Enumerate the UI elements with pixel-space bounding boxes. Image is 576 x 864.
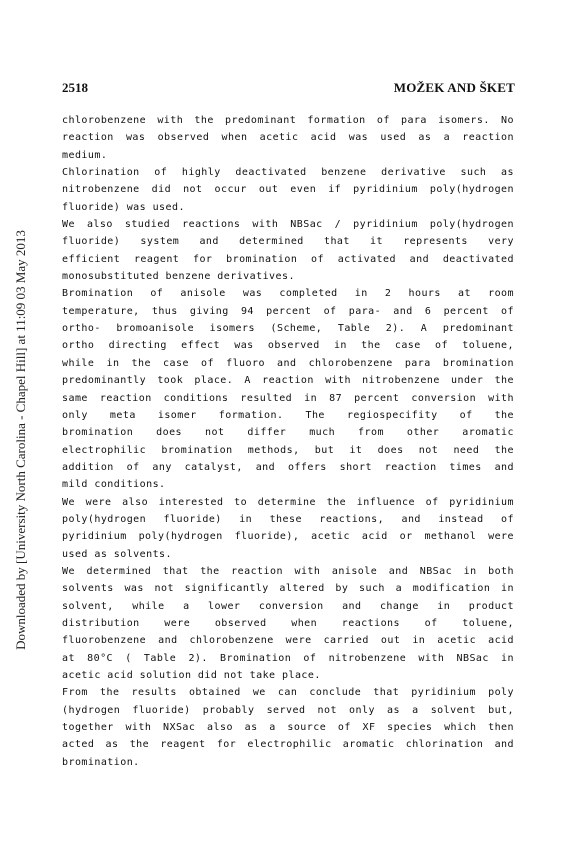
text-line: solvents was not significantly altered by such a modification in	[62, 583, 514, 595]
text-line: pyridinium poly(hydrogen fluoride), acetic acid or methanol were	[62, 531, 514, 543]
paragraph	[62, 684, 514, 771]
text-line: at 80°C ( Table 2). Bromination of nitrobenzene with NBSac in	[62, 652, 514, 664]
text-line: (hydrogen fluoride) probably served not only as a solvent but,	[62, 704, 514, 716]
text-line: addition of any catalyst, and offers short reaction times and	[62, 461, 514, 473]
text-line: We also studied reactions with NBSac / pyridinium poly(hydrogen	[62, 219, 514, 231]
text-line: predominantly took place. A reaction with nitrobenzene under the	[62, 375, 514, 387]
text-line: fluorobenzene and chlorobenzene were carried out in acetic acid	[62, 635, 514, 647]
text-line: poly(hydrogen fluoride) in these reactions, and instead of	[62, 513, 514, 525]
text-line: same reaction conditions resulted in 87 percent conversion with	[62, 392, 514, 404]
running-head: MOŽEK AND ŠKET	[393, 80, 515, 95]
text-line: mild conditions.	[62, 479, 166, 491]
page-header	[62, 80, 515, 100]
text-line: fluoride) system and determined that it represents very	[62, 236, 514, 248]
text-line: bromination.	[62, 756, 140, 768]
text-line: solvent, while a lower conversion and change in product	[62, 600, 514, 612]
paragraph	[62, 216, 514, 285]
download-watermark-text: Downloaded by [University North Carolina - Chapel Hill] at 11:09 03 May 2013	[13, 230, 28, 650]
text-line: only meta isomer formation. The regiospecifity of the	[62, 409, 514, 421]
text-line: medium.	[62, 149, 108, 161]
paragraph	[62, 563, 514, 684]
text-line: efficient reagent for bromination of activated and deactivated	[62, 253, 514, 265]
text-line: temperature, thus giving 94 percent of para- and 6 percent of	[62, 305, 514, 317]
text-line: monosubstituted benzene derivatives.	[62, 271, 295, 283]
text-line: chlorobenzene with the predominant formation of para isomers. No	[62, 115, 514, 126]
text-line: distribution were observed when reactions of toluene,	[62, 617, 514, 629]
download-watermark	[0, 0, 40, 864]
page-number: 2518	[62, 80, 88, 95]
text-line: ortho- bromoanisole isomers (Scheme, Table 2). A predominant	[62, 323, 514, 335]
text-line: Chlorination of highly deactivated benzene derivative such as	[62, 167, 514, 179]
text-line: Bromination of anisole was completed in 2 hours at room	[62, 288, 514, 300]
text-line: together with NXSac also as a source of XF species which then	[62, 722, 514, 734]
text-line: while in the case of fluoro and chlorobenzene para bromination	[62, 357, 514, 369]
text-line: ortho directing effect was observed in the case of toluene,	[62, 340, 514, 352]
text-line: nitrobenzene did not occur out even if pyridinium poly(hydrogen	[62, 184, 514, 196]
text-line: used as solvents.	[62, 548, 172, 560]
text-line: From the results obtained we can conclude that pyridinium poly	[62, 687, 514, 699]
text-line: acetic acid solution did not take place.	[62, 670, 321, 681]
text-line: electrophilic bromination methods, but it does not need the	[62, 444, 514, 456]
paragraph	[62, 285, 514, 493]
text-line: bromination does not differ much from other aromatic	[62, 427, 514, 439]
text-line: acted as the reagent for electrophilic aromatic chlorination and	[62, 739, 514, 751]
paragraph	[62, 164, 514, 216]
paragraph	[62, 112, 514, 164]
text-line: We determined that the reaction with anisole and NBSac in both	[62, 565, 514, 577]
article-body	[62, 112, 514, 771]
paragraph	[62, 494, 514, 563]
text-line: reaction was observed when acetic acid was used as a reaction	[62, 132, 514, 144]
text-line: We were also interested to determine the influence of pyridinium	[62, 496, 514, 508]
text-line: fluoride) was used.	[62, 201, 185, 213]
